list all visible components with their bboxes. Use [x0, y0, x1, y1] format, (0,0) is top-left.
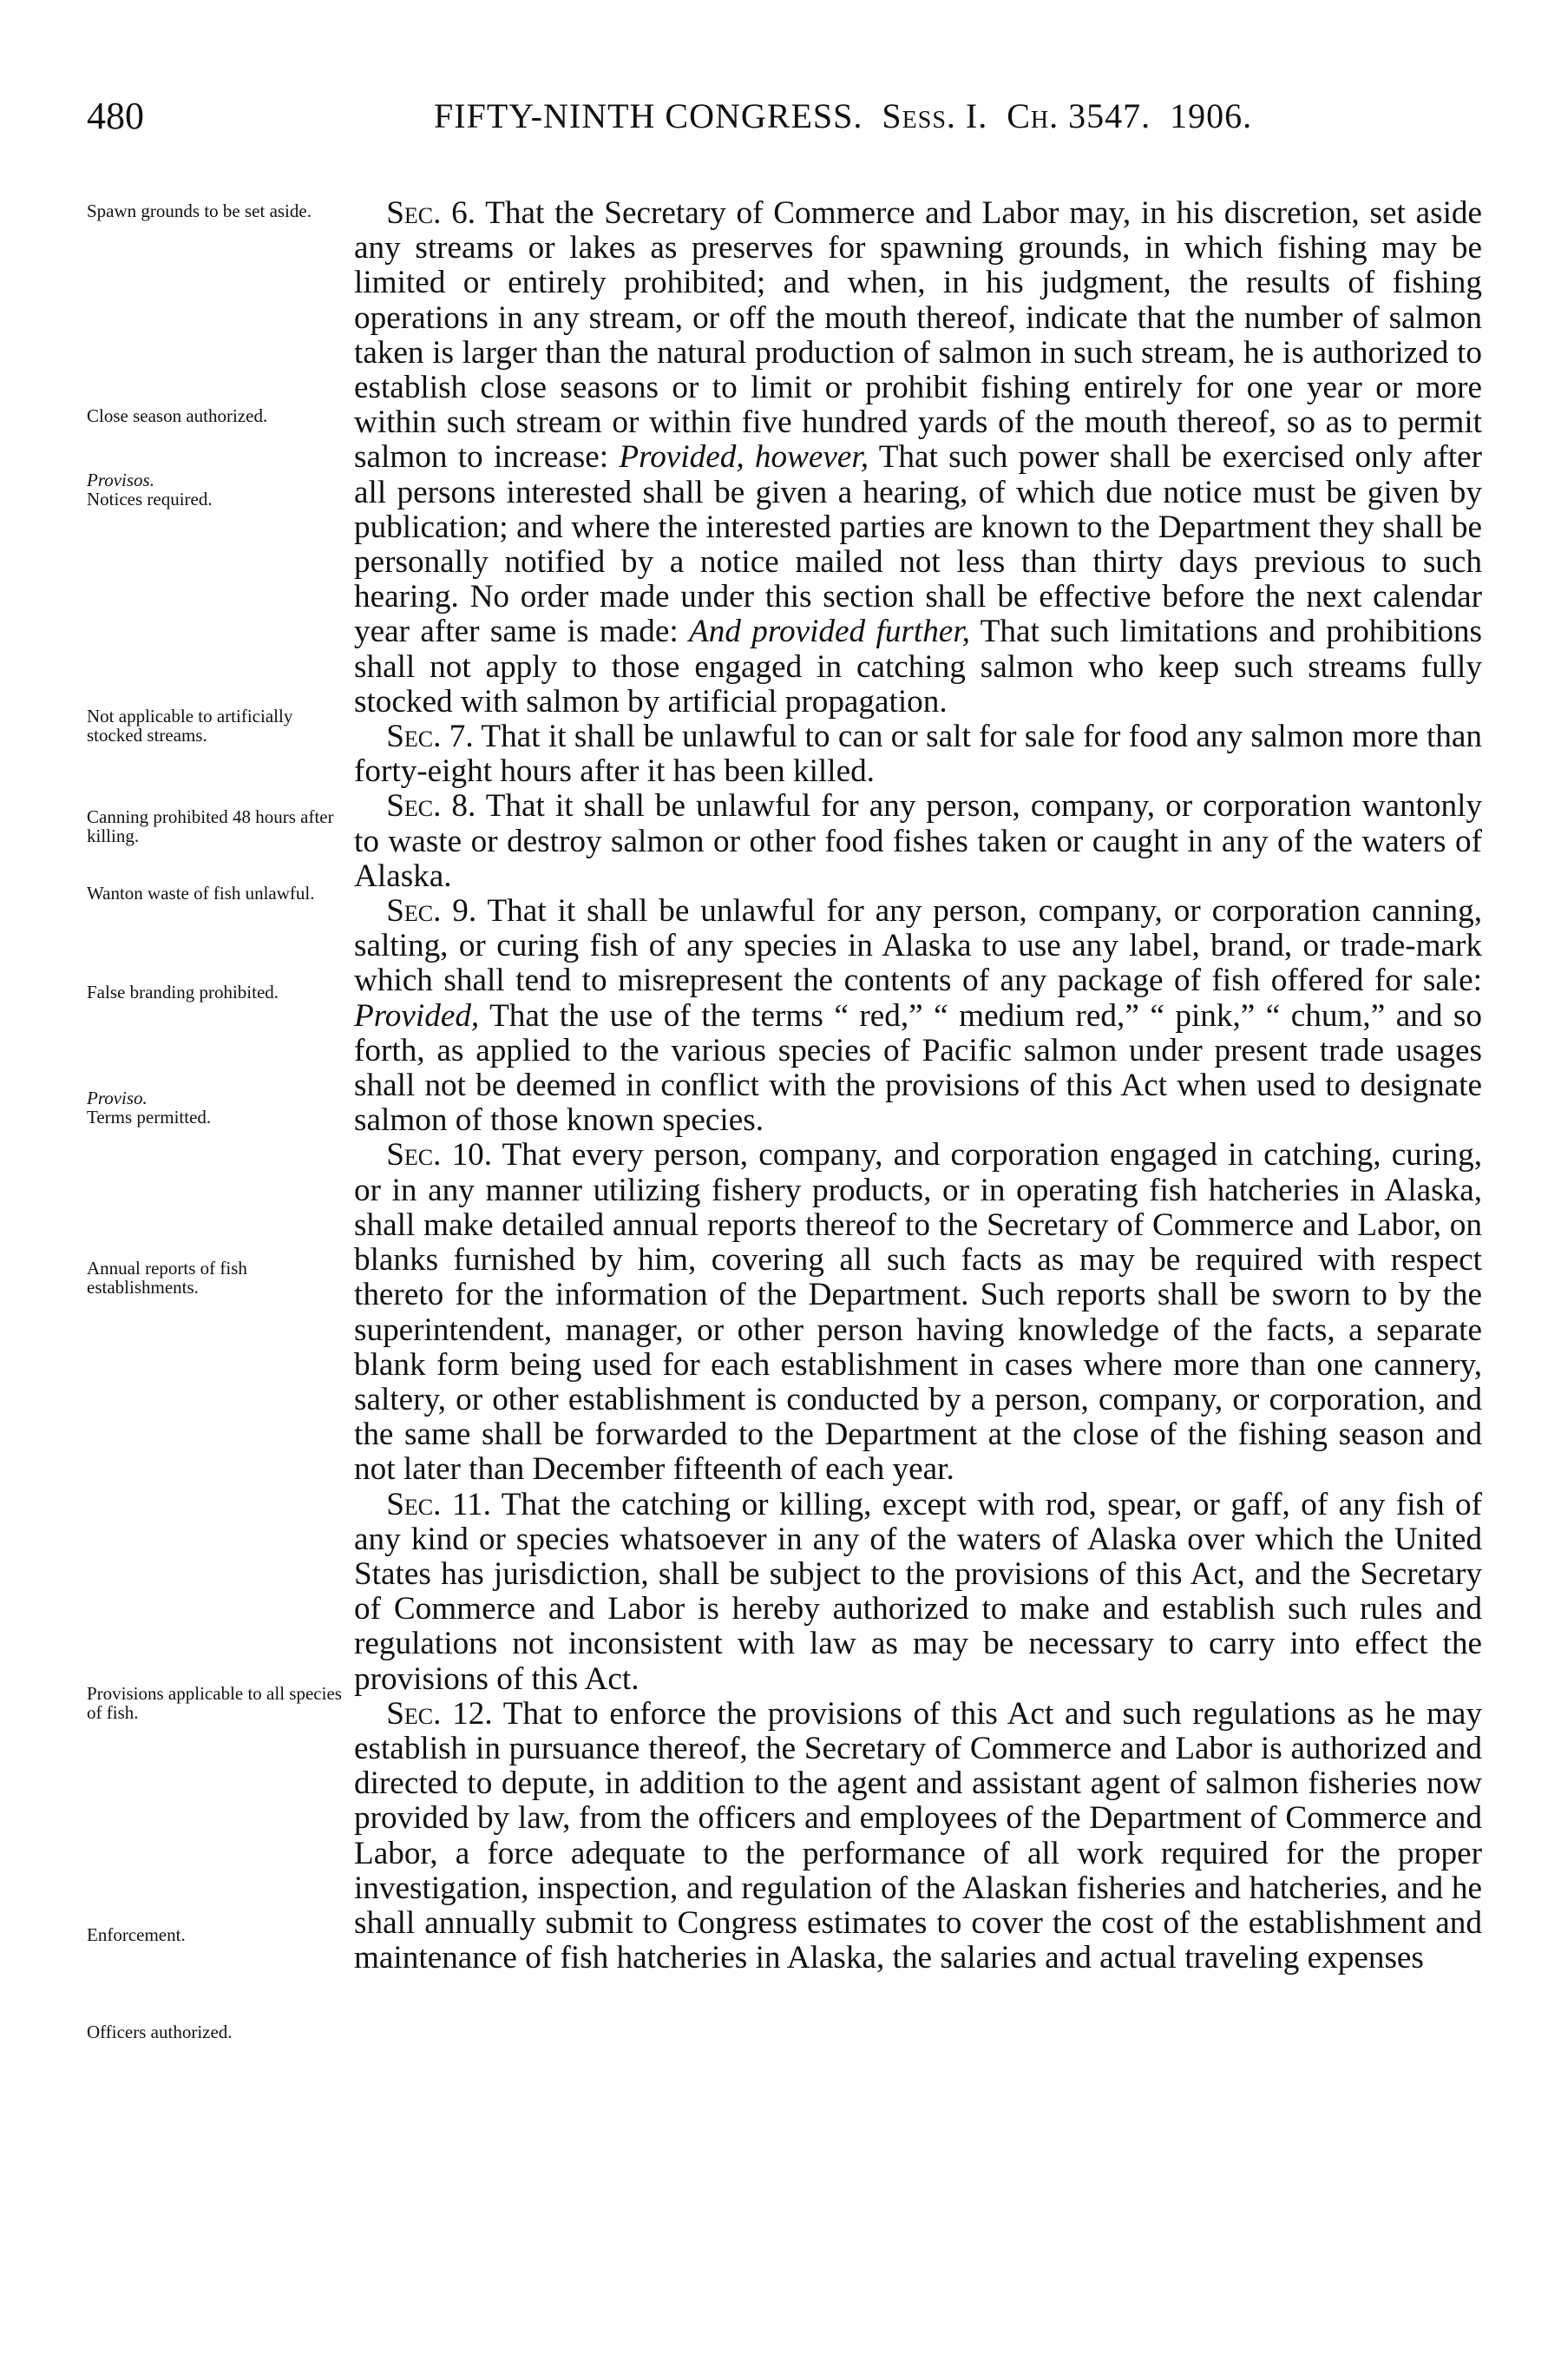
- session-label: Sess. I.: [882, 96, 988, 135]
- chapter-label: Ch. 3547.: [1007, 96, 1151, 135]
- year-label: 1906.: [1170, 96, 1253, 135]
- section-label: Sec. 8.: [386, 788, 476, 825]
- statute-body: [354, 196, 1482, 1976]
- margin-note-canning: Canning prohibited 48 hours after killing.: [87, 806, 334, 846]
- section-6: Sec. 6. That the Secretary of Commerce and Labor may, in his discretion, set aside any streams or lakes as preserves for spawning grounds, in which fishing may be limited or entirely prohibited; and when, in his judgment, the results of fishing operations in any stream, or off the mouth thereof, indicate that the number of salmon taken is larger than the natural production of salmon in such stream, he is authorized to establish close seasons or to limit or prohibit fishing entirely for one year or more within such stream or within five hundred yards of the mouth thereof, so as to permit salmon to increase: Provided, however, That such power shall be exercised only after all persons interested shall be given a hearing, of which due notice must be given by publication; and where the interested parties are known to the Department they shall be personally notified by a notice mailed not less than thirty days previous to such hearing. No order made under this section shall be effective before the next calendar year after same is made: And provided further, That such limitations and prohibitions shall not apply to those engaged in catching salmon who keep such streams fully stocked with salmon by artificial propagation.: [354, 195, 1483, 720]
- section-label: Sec. 6.: [386, 195, 476, 231]
- margin-note-enforcement: Enforcement.: [87, 1924, 186, 1945]
- section-label: Sec. 11.: [386, 1486, 491, 1522]
- margin-note-proviso-terms: Proviso. Terms permitted.: [87, 1088, 212, 1128]
- margin-note-officers: Officers authorized.: [87, 2022, 233, 2042]
- running-head-title: [434, 95, 1252, 136]
- section-12: Sec. 12. That to enforce the provisions of this Act and such regulations as he may establish in pursuance thereof, the Secretary of Commerce and Labor is authorized and directed to depute, in addition to the agent and assistant agent of salmon fisheries now provided by law, from the officers and employees of the Department of Commerce and Labor, a force adequate to the performance of all work required for the proper investigation, inspection, and regulation of the Alaskan fisheries and hatcheries, and he shall annually submit to Congress estimates to cover the cost of the establishment and maintenance of fish hatcheries in Alaska, the salaries and actual traveling expenses: [354, 1695, 1483, 1976]
- section-label: Sec. 9.: [386, 893, 477, 930]
- section-label: Sec. 12.: [386, 1695, 493, 1732]
- margin-note-spawn-grounds: Spawn grounds to be set aside.: [87, 201, 312, 221]
- margin-note-wanton-waste: Wanton waste of fish unlawful.: [87, 883, 315, 904]
- section-label: Sec. 10.: [386, 1137, 493, 1174]
- section-11: Sec. 11. That the catching or killing, except with rod, spear, or gaff, of any fish of any kind or species whatsoever in any of the waters of Alaska over which the United States has jurisdiction, shall be subject to the provisions of this Act, and the Secretary of Commerce and Labor is hereby authorized to make and establish such rules and regulations not inconsistent with law as may be necessary to carry into effect the provisions of this Act.: [354, 1486, 1483, 1697]
- page-number: 480: [87, 95, 144, 137]
- section-10: Sec. 10. That every person, company, and corporation engaged in catching, curing, or in any manner utilizing fishery products, or in operating fish hatcheries in Alaska, shall make detailed annual reports thereof to the Secretary of Commerce and Labor, on blanks furnished by him, covering all such facts as may be required with respect thereto for the information of the Department. Such reports shall be sworn to by the superintendent, manager, or other person having knowledge of the facts, a separate blank form being used for each establishment in cases where more than one cannery, saltery, or other establishment is conducted by a person, company, or corporation, and the same shall be forwarded to the Department at the close of the fishing season and not later than December fifteenth of each year.: [354, 1137, 1483, 1488]
- section-label: Sec. 7.: [386, 719, 474, 755]
- running-header: [87, 94, 1458, 137]
- margin-note-close-season: Close season authorized.: [87, 405, 268, 426]
- margin-note-annual-reports: Annual reports of fish establishments.: [87, 1258, 247, 1298]
- section-9: Sec. 9. That it shall be unlawful for any person, company, or corporation canning, salting, or curing fish of any species in Alaska to use any label, brand, or trade-mark which shall tend to misrepresent the contents of any package of fish offered for sale: Provided, That the use of the terms “ red,” “ medium red,” “ pink,” “ chum,” and so forth, as applied to the various species of Pacific salmon under present trade usages shall not be deemed in conflict with the provisions of this Act when used to designate salmon of those known species.: [354, 893, 1482, 1139]
- margin-note-provisos: Provisos. Notices required.: [87, 470, 213, 510]
- congress-name: FIFTY-NINTH CONGRESS.: [434, 96, 863, 135]
- margin-note-false-branding: False branding prohibited.: [87, 982, 279, 1003]
- margin-note-not-applicable: Not applicable to artificially stocked streams.: [87, 706, 293, 746]
- section-8: Sec. 8. That it shall be unlawful for any person, company, or corporation wantonly to waste or destroy salmon or other food fishes taken or caught in any of the waters of Alaska.: [354, 788, 1483, 894]
- section-7: Sec. 7. That it shall be unlawful to can or salt for sale for food any salmon more than forty-eight hours after it has been killed.: [354, 719, 1482, 790]
- margin-note-provisions-applicable: Provisions applicable to all species of fish.: [87, 1683, 342, 1723]
